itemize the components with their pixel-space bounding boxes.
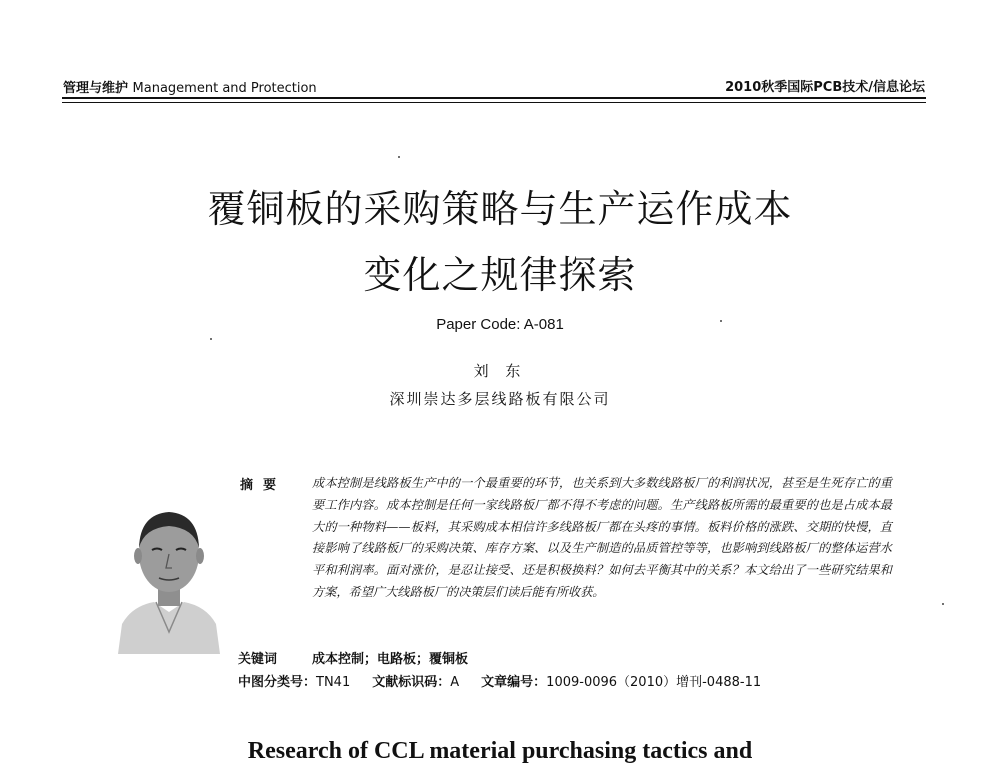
abstract-text: 成本控制是线路板生产中的一个最重要的环节，也关系到大多数线路板厂的利润状况，甚至是生死存亡的重要工作内容。成本控制是任何一家线路板厂都不得不考虑的问题。生产线路板所需的最重要的也是占成本最大的一种物料——板料，其采购成本相信许多线路板厂都在头疼的事情。板料价格的涨跌、交期的快慢，直接影响了线路板厂的采购决策、库存方案、以及生产制造的品质管控等等，也影响到线路板厂的整体运营水平和利润率。面对涨价，是忍让接受、还是积极换料？如何去平衡其中的关系？本文给出了一些研究结果和方案，希望广大线路板厂的决策层们读后能有所收获。: [312, 476, 892, 599]
clc-label: 中图分类号：: [238, 675, 317, 690]
paper-title-line-2: 变化之规律探索: [363, 253, 637, 297]
doc-code-value: A: [450, 675, 460, 690]
running-header-right: 2010秋季国际PCB技术/信息论坛: [725, 80, 925, 95]
header-rule-thin: [62, 102, 926, 103]
header-section-cn: 管理与维护: [63, 81, 129, 96]
classification-line: [238, 671, 761, 690]
author-affiliation: 深圳崇达多层线路板有限公司: [389, 390, 611, 408]
article-number-value: 1009-0096（2010）增刊-0488-11: [546, 675, 762, 690]
header-section-en: Management and Protection: [132, 81, 317, 96]
abstract-label: 摘要: [240, 478, 287, 493]
scan-speck: [720, 320, 722, 322]
keywords-label: 关键词: [238, 652, 278, 667]
keywords-text: 成本控制；电路板；覆铜板: [312, 652, 469, 667]
paper-title-line-1: 覆铜板的采购策略与生产运作成本: [207, 187, 793, 231]
header-rule-thick: [62, 97, 926, 99]
scan-speck: [942, 603, 944, 605]
english-title: Research of CCL material purchasing tactics and: [247, 738, 753, 764]
doc-code-label: 文献标识码：: [372, 675, 451, 690]
author-photo: [114, 492, 224, 654]
author-name: 刘 东: [473, 362, 527, 380]
clc-value: TN41: [316, 675, 351, 690]
scan-speck: [398, 156, 400, 158]
article-number-label: 文章编号：: [481, 675, 547, 690]
scan-speck: [210, 338, 212, 340]
running-header-left: [63, 77, 317, 96]
paper-code: Paper Code: A-081: [436, 316, 564, 333]
